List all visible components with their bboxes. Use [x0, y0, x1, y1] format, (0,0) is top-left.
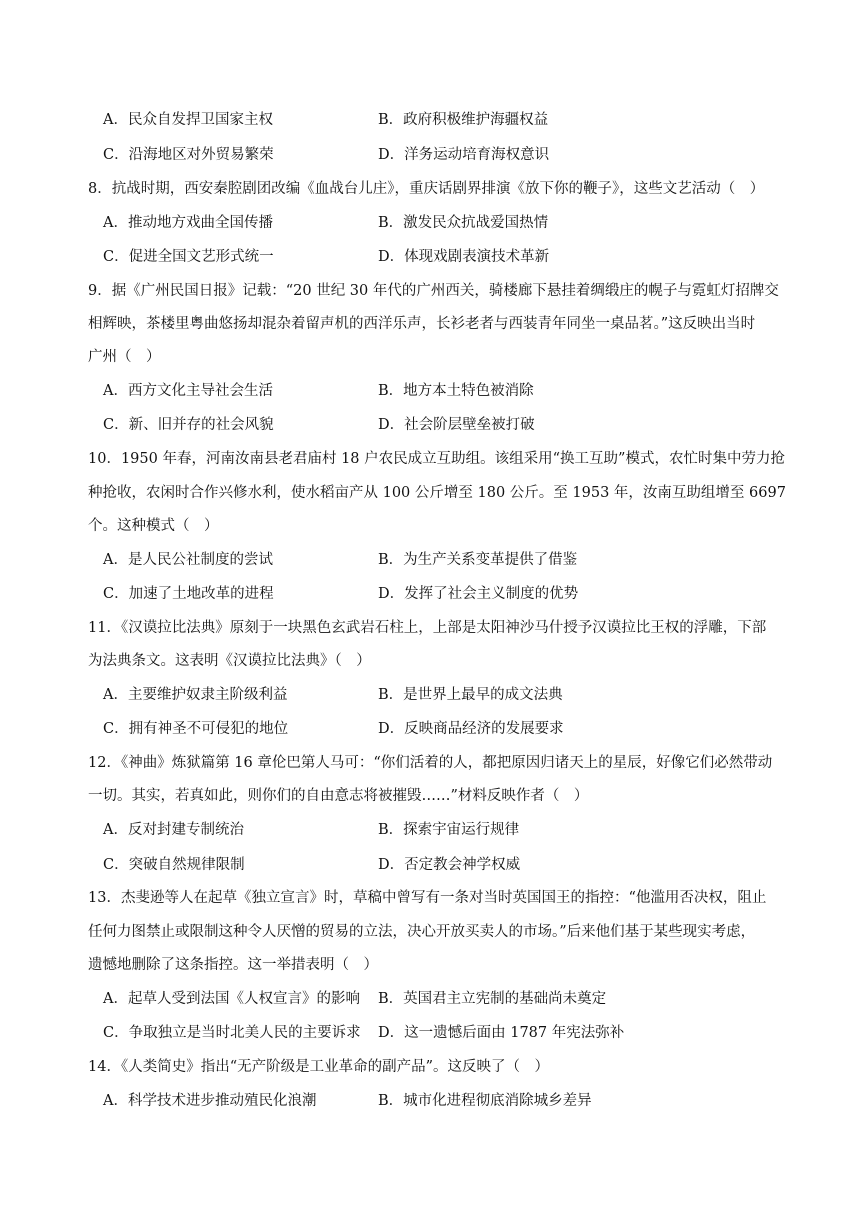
q9-option-b: B．地方本土特色被消除	[378, 383, 534, 399]
q11-option-d: D．反映商品经济的发展要求	[378, 721, 564, 737]
q10-stem-line-1: 10．1950 年春，河南汝南县老君庙村 18 户农民成立互助组。该组采用“换工互助”模式，农忙时集中劳力抢	[88, 451, 785, 467]
q12-option-c: C．突破自然规律限制	[103, 857, 245, 873]
q10-option-d: D．发挥了社会主义制度的优势	[378, 586, 579, 602]
q13-option-c: C．争取独立是当时北美人民的主要诉求	[103, 1025, 361, 1041]
q14-stem: 14．《人类简史》指出“无产阶级是工业革命的副产品”。这反映了（ ）	[88, 1059, 550, 1075]
q9-stem-line-2: 相辉映，茶楼里粤曲悠扬却混杂着留声机的西洋乐声，长衫老者与西装青年同坐一桌品茗。”这反映出当时	[88, 316, 756, 332]
q8-option-b: B．激发民众抗战爱国热情	[378, 215, 549, 231]
q12-option-b: B．探索宇宙运行规律	[378, 822, 520, 838]
q10-option-c: C．加速了土地改革的进程	[103, 586, 274, 602]
q10-stem-line-2: 种抢收，农闲时合作兴修水利，使水稻亩产从 100 公斤增至 180 公斤。至 1953 年，汝南互助组增至 6697	[88, 485, 786, 501]
q8-option-c: C．促进全国文艺形式统一	[103, 249, 274, 265]
q11-option-a: A．主要维护奴隶主阶级利益	[103, 687, 288, 703]
q8-stem: 8．抗战时期，西安秦腔剧团改编《血战台儿庄》，重庆话剧界排演《放下你的鞭子》，这些文艺活动（ ）	[88, 181, 765, 197]
q14-option-b: B．城市化进程彻底消除城乡差异	[378, 1093, 592, 1109]
q9-stem-line-3: 广州（ ）	[88, 349, 161, 365]
q13-option-d: D．这一遗憾后面由 1787 年宪法弥补	[378, 1025, 625, 1041]
q7-option-b: B．政府积极维护海疆权益	[378, 112, 549, 128]
q9-stem-line-1: 9．据《广州民国日报》记载：“20 世纪 30 年代的广州西关，骑楼廊下悬挂着绸缎庄的幌子与霓虹灯招牌交	[88, 283, 779, 299]
q7-option-c: C．沿海地区对外贸易繁荣	[103, 147, 274, 163]
q13-stem-line-3: 遗憾地删除了这条指控。这一举措表明（ ）	[88, 957, 378, 973]
q13-option-a: A．起草人受到法国《人权宣言》的影响	[103, 991, 360, 1007]
q14-option-a: A．科学技术进步推动殖民化浪潮	[103, 1093, 317, 1109]
q8-option-d: D．体现戏剧表演技术革新	[378, 249, 550, 265]
q10-option-a: A．是人民公社制度的尝试	[103, 552, 273, 568]
q11-stem-line-2: 为法典条文。这表明《汉谟拉比法典》（ ）	[88, 653, 371, 669]
q9-option-c: C．新、旧并存的社会风貌	[103, 417, 274, 433]
q12-stem-line-1: 12．《神曲》炼狱篇第 16 章伦巴第人马可：“你们活着的人，都把原因归诸天上的星辰，好像它们必然带动	[88, 755, 773, 771]
q7-option-a: A．民众自发捍卫国家主权	[103, 112, 273, 128]
q10-option-b: B．为生产关系变革提供了借鉴	[378, 552, 578, 568]
q12-option-a: A．反对封建专制统治	[103, 822, 244, 838]
q10-stem-line-3: 个。这种模式（ ）	[88, 518, 219, 534]
q9-option-d: D．社会阶层壁垒被打破	[378, 417, 535, 433]
q12-option-d: D．否定教会神学权威	[378, 857, 521, 873]
q9-option-a: A．西方文化主导社会生活	[103, 383, 273, 399]
q13-option-b: B．英国君主立宪制的基础尚未奠定	[378, 991, 607, 1007]
q13-stem-line-2: 任何力图禁止或限制这种令人厌憎的贸易的立法，决心开放买卖人的市场。”后来他们基于某些现实考虑，	[88, 924, 756, 940]
q11-option-b: B．是世界上最早的成文法典	[378, 687, 563, 703]
q13-stem-line-1: 13．杰斐逊等人在起草《独立宣言》时，草稿中曾写有一条对当时英国国王的指控：“他滥用否决权，阻止	[88, 890, 767, 906]
q11-option-c: C．拥有神圣不可侵犯的地位	[103, 721, 289, 737]
q12-stem-line-2: 一切。其实，若真如此，则你们的自由意志将被摧毁……”材料反映作者（ ）	[88, 788, 589, 804]
q7-option-d: D．洋务运动培育海权意识	[378, 147, 550, 163]
q8-option-a: A．推动地方戏曲全国传播	[103, 215, 273, 231]
q11-stem-line-1: 11．《汉谟拉比法典》原刻于一块黑色玄武岩石柱上，上部是太阳神沙马什授予汉谟拉比王权的浮雕，下部	[88, 620, 767, 636]
